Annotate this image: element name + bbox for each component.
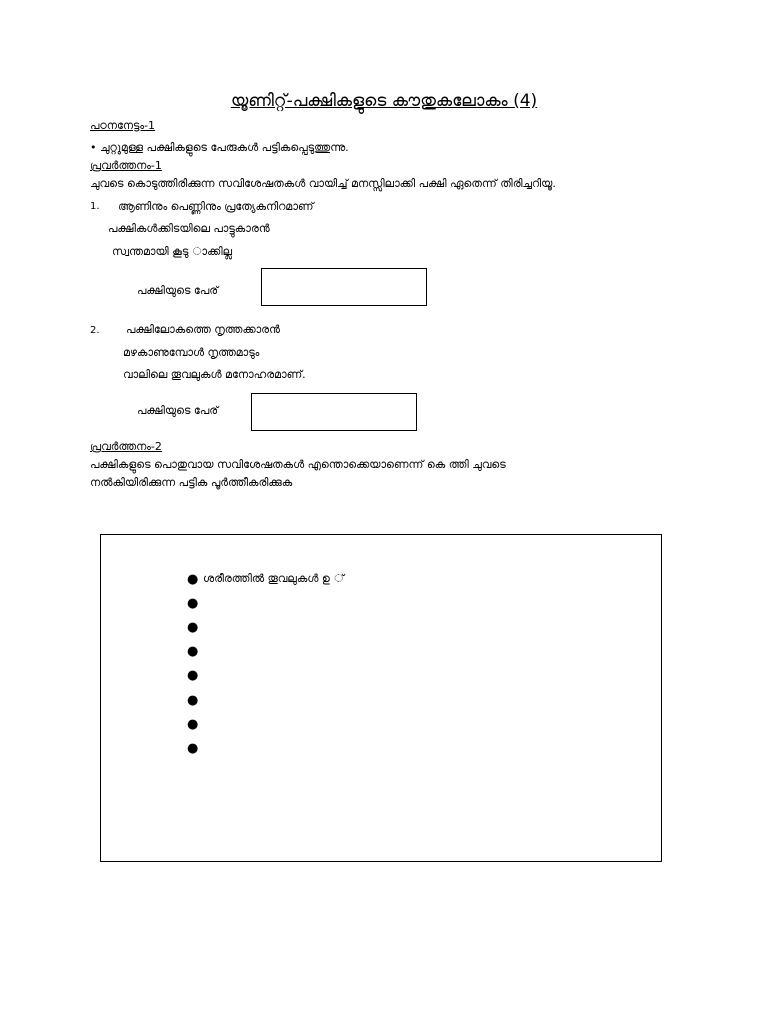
page-title: യൂണിറ്റ്-പക്ഷികളുടെ കൗതുകലോകം (4) <box>230 91 538 111</box>
objective-text: • ചുറ്റുമുള്ള പക്ഷികളുടെ പേരുകൾ പട്ടികപ്പെടുത്തുന്നു. <box>90 141 349 154</box>
bullet-icon: ● <box>187 619 199 635</box>
clue2-line-2: മഴകാണുമ്പോൾ നൃത്തമാടും <box>123 346 260 359</box>
list-item[interactable] <box>187 591 344 615</box>
clue1-answer-label: പക്ഷിയുടെ പേര് <box>137 284 219 297</box>
clue2-number: 2. <box>90 325 100 336</box>
activity2-instruction-line2: നൽകിയിരിക്കുന്ന പട്ടിക പൂർത്തീകരിക്കുക <box>90 476 293 489</box>
bullet-icon: ● <box>187 716 199 732</box>
clue1-number: 1. <box>90 201 100 212</box>
list-item[interactable] <box>187 712 344 736</box>
clue2-answer-label: പക്ഷിയുടെ പേര് <box>137 404 219 417</box>
list-item[interactable] <box>187 640 344 664</box>
list-item-text: ശരീരത്തിൽ തൂവലുകൾ ഉ ് <box>203 572 344 586</box>
clue1-line-2: പക്ഷികൾക്കിടയിലെ പാട്ടുകാരൻ <box>108 222 270 235</box>
objective-heading: പഠനനേട്ടം-1 <box>90 119 156 132</box>
list-item[interactable] <box>187 615 344 639</box>
clue2-line-1: പക്ഷിലോകത്തെ നൃത്തക്കാരൻ <box>126 323 280 336</box>
clue1-line-3: സ്വന്തമായി കൂടു ാക്കില്ല <box>112 245 233 258</box>
activity1-instruction: ചുവടെ കൊടുത്തിരിക്കുന്ന സവിശേഷതകൾ വായിച്ച് മനസ്സിലാക്കി പക്ഷി ഏതെന്ന് തിരിച്ചറിയൂ. <box>90 177 556 190</box>
list-item[interactable] <box>187 736 344 760</box>
clue1-answer-box[interactable] <box>261 268 427 306</box>
list-item[interactable] <box>187 664 344 688</box>
features-table-box[interactable] <box>100 534 662 862</box>
list-item[interactable] <box>187 688 344 712</box>
activity2-heading: പ്രവർത്തനം-2 <box>90 440 162 453</box>
list-item <box>187 567 344 591</box>
clue1-line-1: ആണിനും പെണ്ണിനും പ്രത്യേകനിറമാണ് <box>118 200 314 213</box>
bullet-icon: ● <box>187 668 199 684</box>
clue2-answer-box[interactable] <box>251 393 417 431</box>
clue2-line-3: വാലിലെ തൂവലുകൾ മനോഹരമാണ്. <box>123 368 306 381</box>
bullet-icon: ● <box>187 644 199 660</box>
activity2-instruction-line1: പക്ഷികളുടെ പൊതുവായ സവിശേഷതകൾ എന്തൊക്കെയാണെന്ന് കെ ത്തി ചുവടെ <box>90 458 506 471</box>
features-list <box>187 567 344 761</box>
bullet-icon: ● <box>187 740 199 756</box>
activity1-heading: പ്രവർത്തനം-1 <box>90 159 162 172</box>
bullet-icon: ● <box>187 692 199 708</box>
bullet-icon: ● <box>187 595 199 611</box>
bullet-icon: ● <box>187 571 199 587</box>
